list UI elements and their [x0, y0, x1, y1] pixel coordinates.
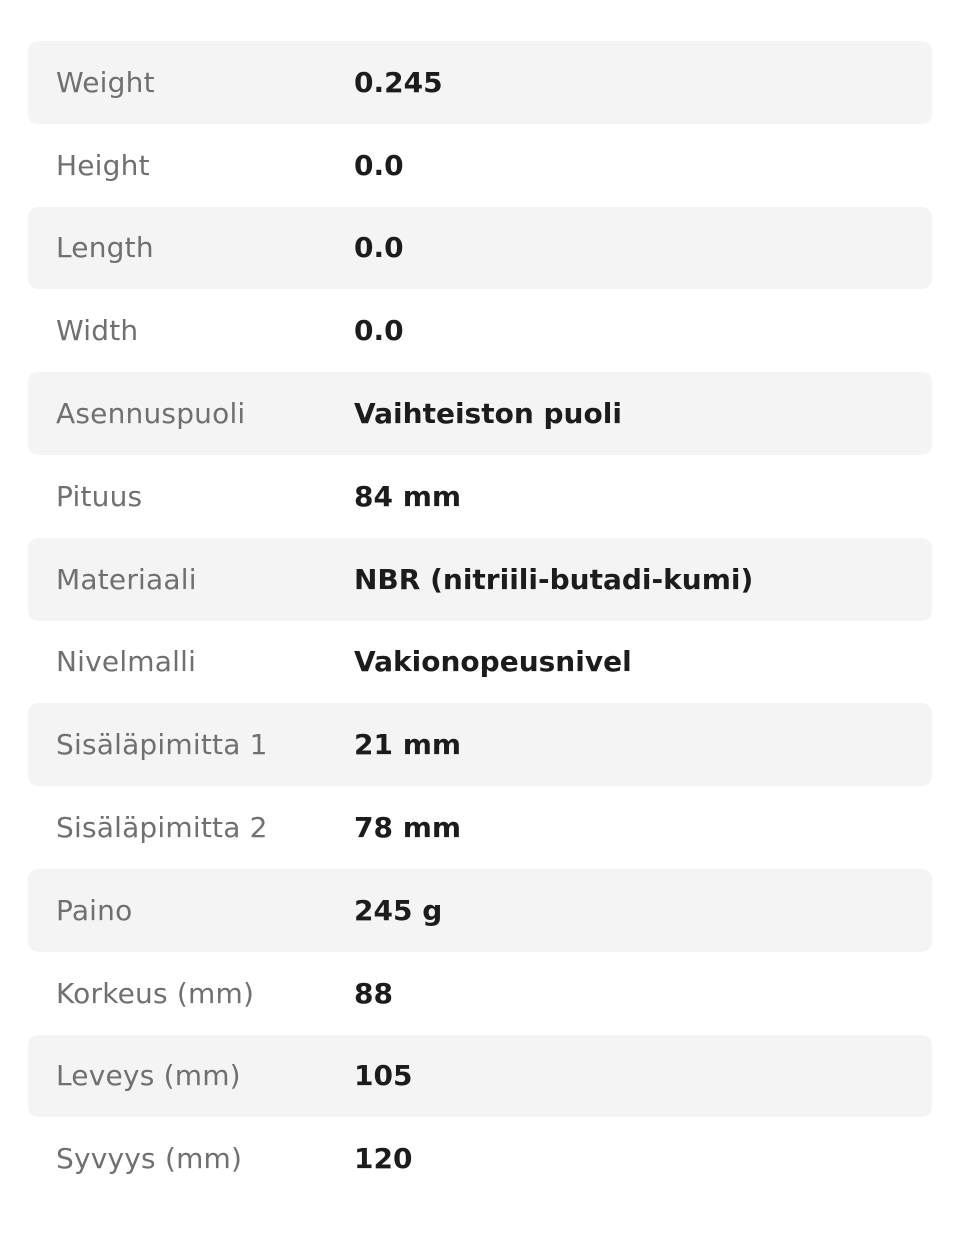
spec-label: Sisäläpimitta 1 [56, 728, 268, 762]
spec-label: Nivelmalli [56, 645, 197, 679]
spec-value: 84 mm [354, 479, 462, 513]
spec-row-sisalapimitta-1 [28, 703, 932, 786]
spec-row-leveys [28, 1035, 932, 1118]
spec-row-asennuspuoli [28, 372, 932, 455]
spec-value: Vaihteiston puoli [354, 397, 622, 431]
spec-row-korkeus [28, 952, 932, 1035]
spec-label: Materiaali [56, 562, 197, 596]
spec-value: 0.0 [354, 231, 404, 265]
spec-value: 88 [354, 976, 393, 1010]
spec-label: Width [56, 314, 139, 348]
spec-value: 245 g [354, 893, 443, 927]
spec-row-materiaali [28, 538, 932, 621]
spec-value: NBR (nitriili-butadi-kumi) [354, 562, 754, 596]
spec-row-length [28, 207, 932, 290]
spec-value: 0.0 [354, 148, 404, 182]
spec-value: 120 [354, 1142, 413, 1176]
spec-value: 78 mm [354, 811, 462, 845]
spec-row-weight [28, 41, 932, 124]
spec-label: Height [56, 148, 150, 182]
spec-row-nivelmalli [28, 621, 932, 704]
spec-label: Weight [56, 65, 155, 99]
spec-label: Paino [56, 893, 133, 927]
spec-value: 0.0 [354, 314, 404, 348]
spec-value: Vakionopeusnivel [354, 645, 632, 679]
spec-label: Korkeus (mm) [56, 976, 255, 1010]
specifications-table [28, 41, 932, 1200]
spec-label: Leveys (mm) [56, 1059, 241, 1093]
spec-value: 0.245 [354, 65, 443, 99]
spec-row-sisalapimitta-2 [28, 786, 932, 869]
spec-label: Asennuspuoli [56, 397, 246, 431]
spec-value: 21 mm [354, 728, 462, 762]
spec-row-width [28, 289, 932, 372]
spec-label: Pituus [56, 479, 143, 513]
spec-row-pituus [28, 455, 932, 538]
spec-row-syvyys [28, 1117, 932, 1200]
spec-label: Syvyys (mm) [56, 1142, 243, 1176]
spec-value: 105 [354, 1059, 413, 1093]
spec-label: Sisäläpimitta 2 [56, 811, 268, 845]
spec-row-paino [28, 869, 932, 952]
spec-label: Length [56, 231, 154, 265]
spec-row-height [28, 124, 932, 207]
